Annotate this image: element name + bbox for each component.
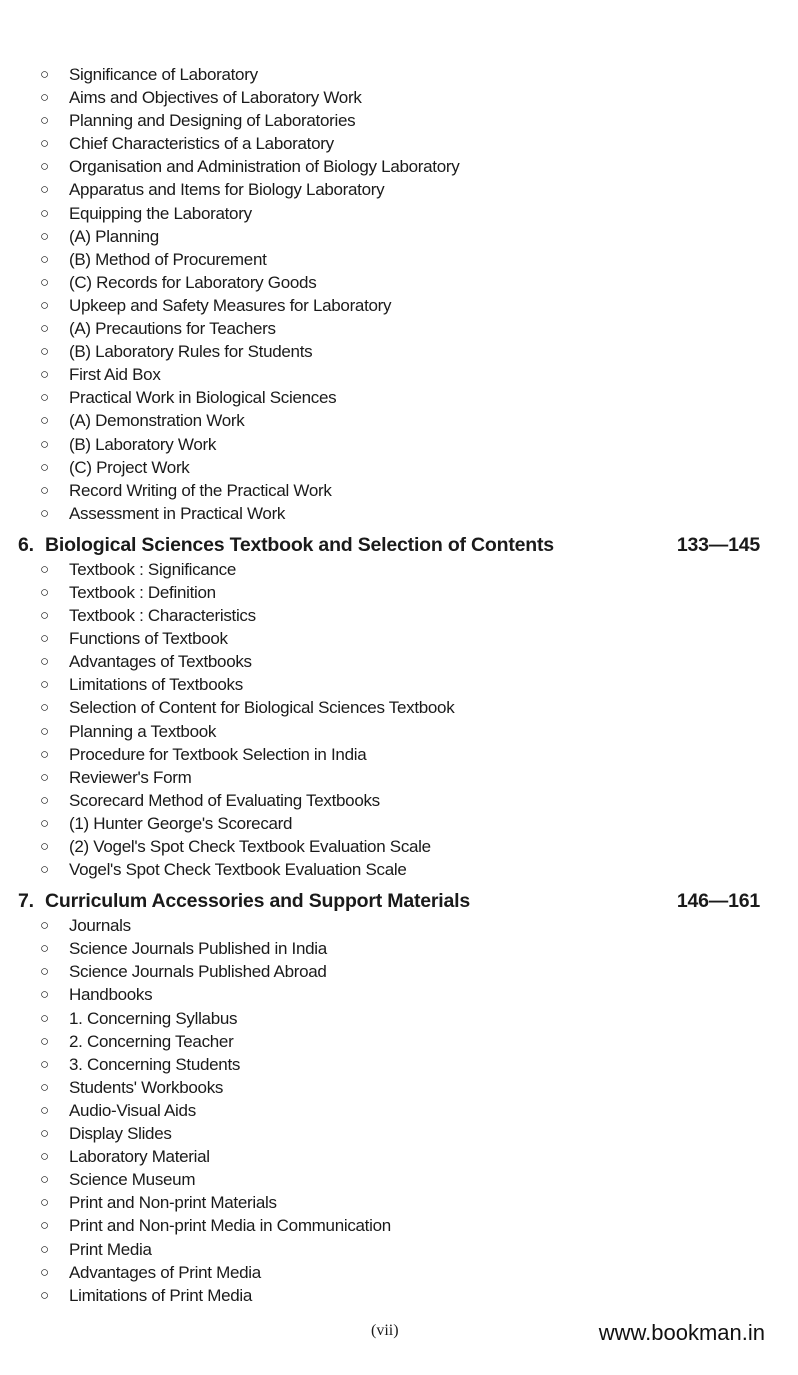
circle-bullet-icon: ○ (40, 1078, 49, 1096)
toc-item-label: Print and Non-print Materials (69, 1193, 277, 1213)
circle-bullet-icon: ○ (40, 389, 49, 407)
toc-item-label: Apparatus and Items for Biology Laboratory (69, 180, 385, 200)
toc-list-item (0, 502, 798, 525)
toc-item-label: Planning a Textbook (69, 721, 217, 741)
circle-bullet-icon: ○ (40, 1032, 49, 1050)
circle-bullet-icon: ○ (40, 940, 49, 958)
toc-list-item (0, 1053, 798, 1076)
toc-list-item (0, 1145, 798, 1168)
circle-bullet-icon: ○ (40, 814, 49, 832)
toc-item-label: Advantages of Textbooks (69, 652, 252, 672)
circle-bullet-icon: ○ (40, 158, 49, 176)
circle-bullet-icon: ○ (40, 250, 49, 268)
toc-list-item (0, 409, 798, 432)
toc-list-item (0, 673, 798, 696)
toc-list-item (0, 363, 798, 386)
toc-list-item (0, 937, 798, 960)
toc-list-item (0, 1191, 798, 1214)
toc-list-item (0, 1076, 798, 1099)
toc-item-label: Vogel's Spot Check Textbook Evaluation Scale (69, 860, 407, 880)
chapter-number: 6. (18, 533, 34, 556)
circle-bullet-icon: ○ (40, 1148, 49, 1166)
toc-item-label: Significance of Laboratory (69, 65, 258, 84)
circle-bullet-icon: ○ (40, 986, 49, 1004)
toc-item-label: (A) Demonstration Work (69, 411, 245, 431)
toc-item-label: Print Media (69, 1239, 152, 1259)
circle-bullet-icon: ○ (40, 504, 49, 522)
toc-item-label: Organisation and Administration of Biology Laboratory (69, 157, 460, 177)
toc-item-label: Equipping the Laboratory (69, 203, 252, 223)
circle-bullet-icon: ○ (40, 412, 49, 430)
circle-bullet-icon: ○ (40, 1101, 49, 1119)
page-number: (vii) (371, 1322, 399, 1339)
toc-list-item (0, 1261, 798, 1284)
circle-bullet-icon: ○ (40, 1125, 49, 1143)
toc-list-item (0, 294, 798, 317)
circle-bullet-icon: ○ (40, 435, 49, 453)
circle-bullet-icon: ○ (40, 1263, 49, 1281)
toc-list-item (0, 1099, 798, 1122)
toc-item-label: (A) Planning (69, 226, 159, 246)
toc-item-label: Print and Non-print Media in Communication (69, 1216, 391, 1236)
toc-item-label: Scorecard Method of Evaluating Textbooks (69, 790, 380, 810)
toc-list-item (0, 960, 798, 983)
toc-list-item (0, 479, 798, 502)
toc-item-label: Textbook : Definition (69, 582, 216, 602)
toc-item-label: (A) Precautions for Teachers (69, 319, 276, 339)
toc-item-label: Limitations of Print Media (69, 1285, 253, 1305)
toc-list-item (0, 558, 798, 581)
toc-list-item (0, 132, 798, 155)
toc-list-item (0, 858, 798, 881)
circle-bullet-icon: ○ (40, 1055, 49, 1073)
toc-list-item (0, 202, 798, 225)
circle-bullet-icon: ○ (40, 1217, 49, 1235)
toc-item-label: Journals (69, 916, 131, 936)
toc-list-item (0, 789, 798, 812)
toc-item-label: (B) Laboratory Rules for Students (69, 342, 313, 362)
toc-item-label: Assessment in Practical Work (69, 503, 286, 523)
toc-list-item (0, 983, 798, 1006)
toc-item-label: Science Museum (69, 1170, 196, 1190)
circle-bullet-icon: ○ (40, 838, 49, 855)
circle-bullet-icon: ○ (40, 296, 49, 314)
toc-item-label: Textbook : Significance (69, 559, 236, 579)
toc-item-label: Audio-Visual Aids (69, 1100, 196, 1120)
toc-list-item (0, 317, 798, 340)
circle-bullet-icon: ○ (40, 963, 49, 981)
toc-list-item (0, 604, 798, 627)
toc-list-item (0, 178, 798, 201)
toc-item-label: Functions of Textbook (69, 629, 228, 649)
toc-list-item (0, 225, 798, 248)
toc-item-label: 2. Concerning Teacher (69, 1031, 234, 1051)
circle-bullet-icon: ○ (40, 66, 49, 83)
table-of-contents (0, 63, 798, 1307)
toc-item-label: (B) Method of Procurement (69, 249, 267, 269)
circle-bullet-icon: ○ (40, 135, 49, 153)
circle-bullet-icon: ○ (40, 768, 49, 786)
toc-item-label: Laboratory Material (69, 1147, 210, 1167)
chapter-number: 7. (18, 890, 34, 913)
toc-list-item (0, 720, 798, 743)
toc-list-item (0, 1007, 798, 1030)
circle-bullet-icon: ○ (40, 1240, 49, 1258)
toc-list-item (0, 835, 798, 858)
circle-bullet-icon: ○ (40, 1194, 49, 1212)
toc-list-item (0, 1214, 798, 1237)
circle-bullet-icon: ○ (40, 861, 49, 879)
toc-list-item (0, 650, 798, 673)
circle-bullet-icon: ○ (40, 653, 49, 671)
toc-item-label: (C) Records for Laboratory Goods (69, 272, 317, 292)
circle-bullet-icon: ○ (40, 583, 49, 601)
chapter-heading (0, 534, 798, 557)
toc-item-label: Reviewer's Form (69, 767, 192, 787)
circle-bullet-icon: ○ (40, 630, 49, 648)
circle-bullet-icon: ○ (40, 273, 49, 291)
circle-bullet-icon: ○ (40, 204, 49, 222)
toc-list-item (0, 627, 798, 650)
toc-item-label: Record Writing of the Practical Work (69, 480, 332, 500)
toc-list-item (0, 1168, 798, 1191)
toc-item-label: Limitations of Textbooks (69, 675, 243, 695)
toc-list-item (0, 1284, 798, 1307)
circle-bullet-icon: ○ (40, 1009, 49, 1027)
toc-list-item (0, 63, 798, 86)
circle-bullet-icon: ○ (40, 366, 49, 384)
toc-list-item (0, 696, 798, 719)
toc-item-label: (B) Laboratory Work (69, 434, 217, 454)
toc-item-label: Handbooks (69, 985, 153, 1005)
toc-item-label: Procedure for Textbook Selection in India (69, 744, 367, 764)
toc-list-item (0, 581, 798, 604)
toc-list-item (0, 155, 798, 178)
toc-list-item (0, 1122, 798, 1145)
toc-list-item (0, 433, 798, 456)
toc-list-item (0, 86, 798, 109)
circle-bullet-icon: ○ (40, 227, 49, 245)
toc-list-item (0, 456, 798, 479)
toc-list-item (0, 1238, 798, 1261)
toc-list-item (0, 1030, 798, 1053)
circle-bullet-icon: ○ (40, 722, 49, 740)
circle-bullet-icon: ○ (40, 676, 49, 694)
circle-bullet-icon: ○ (40, 343, 49, 361)
circle-bullet-icon: ○ (40, 699, 49, 717)
toc-item-label: (1) Hunter George's Scorecard (69, 813, 293, 833)
chapter-heading (0, 890, 798, 913)
circle-bullet-icon: ○ (40, 181, 49, 199)
circle-bullet-icon: ○ (40, 560, 49, 578)
toc-item-label: Advantages of Print Media (69, 1262, 261, 1282)
toc-item-label: Chief Characteristics of a Laboratory (69, 134, 334, 154)
toc-item-label: Students' Workbooks (69, 1077, 224, 1097)
toc-list-item (0, 812, 798, 835)
toc-item-label: (C) Project Work (69, 457, 190, 477)
circle-bullet-icon: ○ (40, 917, 49, 935)
circle-bullet-icon: ○ (40, 1286, 49, 1304)
circle-bullet-icon: ○ (40, 745, 49, 763)
toc-item-label: 3. Concerning Students (69, 1054, 241, 1074)
toc-item-label: Planning and Designing of Laboratories (69, 111, 356, 131)
toc-list-item (0, 766, 798, 789)
toc-list-item (0, 248, 798, 271)
toc-list-item (0, 340, 798, 363)
circle-bullet-icon: ○ (40, 112, 49, 130)
toc-list-item (0, 386, 798, 409)
toc-item-label: Textbook : Characteristics (69, 606, 256, 626)
toc-item-label: Display Slides (69, 1124, 172, 1144)
website-url: www.bookman.in (598, 1320, 765, 1345)
toc-list-item (0, 271, 798, 294)
circle-bullet-icon: ○ (40, 1171, 49, 1189)
toc-item-label: First Aid Box (69, 365, 161, 385)
toc-item-label: Selection of Content for Biological Sciences Textbook (69, 698, 455, 718)
toc-item-label: Upkeep and Safety Measures for Laboratory (69, 295, 392, 315)
circle-bullet-icon: ○ (40, 791, 49, 809)
toc-item-label: (2) Vogel's Spot Check Textbook Evaluation Scale (69, 837, 431, 856)
chapter-page-range: 133—145 (676, 533, 760, 556)
toc-list-item (0, 109, 798, 132)
circle-bullet-icon: ○ (40, 458, 49, 476)
chapter-title: Curriculum Accessories and Support Materials (45, 890, 471, 913)
circle-bullet-icon: ○ (40, 607, 49, 625)
toc-item-label: Aims and Objectives of Laboratory Work (69, 88, 362, 108)
toc-item-label: Practical Work in Biological Sciences (69, 388, 337, 408)
toc-item-label: Science Journals Published Abroad (69, 962, 327, 982)
toc-list-item (0, 743, 798, 766)
circle-bullet-icon: ○ (40, 320, 49, 338)
toc-item-label: 1. Concerning Syllabus (69, 1008, 238, 1028)
toc-item-label: Science Journals Published in India (69, 939, 327, 959)
chapter-page-range: 146—161 (676, 890, 760, 913)
circle-bullet-icon: ○ (40, 481, 49, 499)
toc-list-item (0, 914, 798, 937)
chapter-title: Biological Sciences Textbook and Selection of Contents (45, 533, 554, 556)
circle-bullet-icon: ○ (40, 89, 49, 107)
